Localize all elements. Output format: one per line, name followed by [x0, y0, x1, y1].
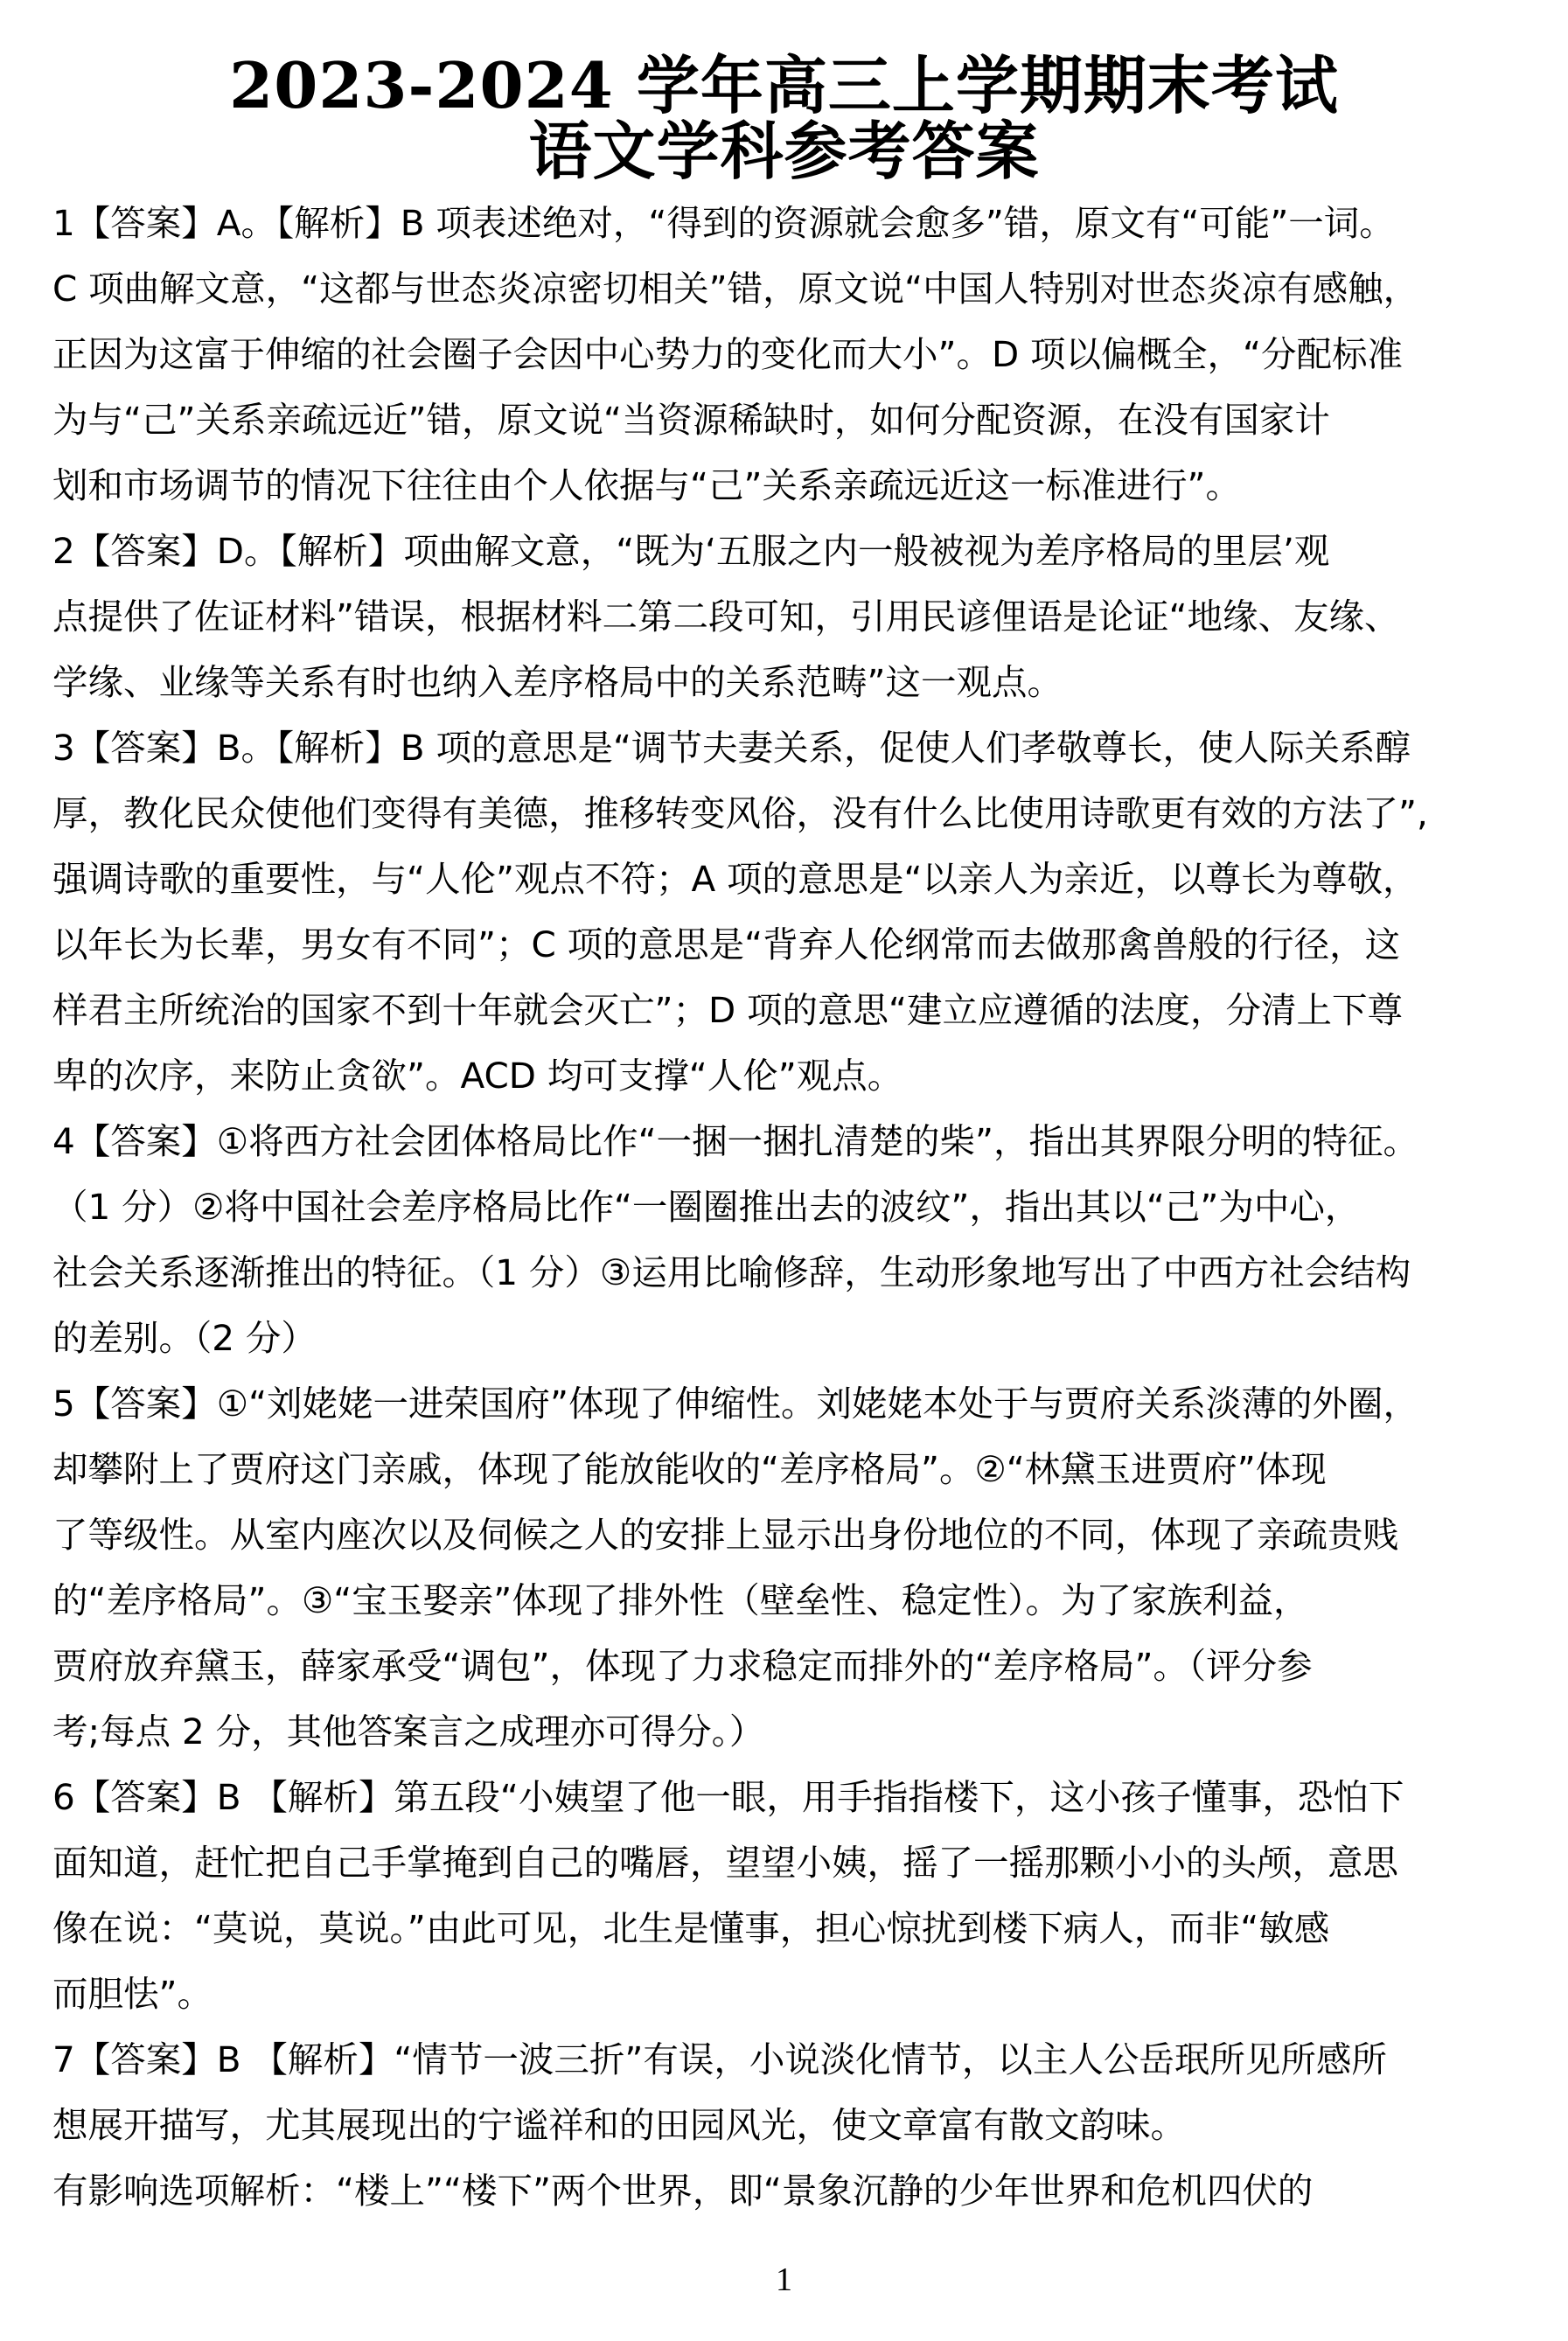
answer-item: [52, 1371, 1516, 1765]
answer-text-line: 面知道，赶忙把自己手掌掩到自己的嘴唇，望望小姨，摇了一摇那颗小小的头颅，意思: [52, 1842, 1398, 1884]
answer-text-line: 却攀附上了贾府这门亲戚，体现了能放能收的“差序格局”。②“林黛玉进贾府”体现: [52, 1448, 1327, 1490]
answer-item: [52, 1765, 1516, 2027]
answer-text-line: 6【答案】B 【解析】第五段“小姨望了他一眼，用手指指楼下，这小孩子懂事，恐怕下: [52, 1776, 1404, 1818]
answer-text-line: （1 分）②将中国社会差序格局比作“一圈圈推出去的波纹”，指出其以“己”为中心，: [52, 1186, 1361, 1228]
document-title-line-2: 语文学科参考答案: [528, 114, 1040, 188]
answer-text-line: 贾府放弃黛玉，薛家承受“调包”，体现了力求稳定而排外的“差序格局”。（评分参: [52, 1645, 1313, 1687]
answer-text-line: 划和市场调节的情况下往往由个人依据与“己”关系亲疏远近这一标准进行”。: [52, 464, 1241, 506]
answer-text-line: 1【答案】A。【解析】B 项表述绝对，“得到的资源就会愈多”错，原文有“可能”一词。: [52, 202, 1395, 244]
answer-text-line: 强调诗歌的重要性，与“人伦”观点不符；A 项的意思是“以亲人为亲近，以尊长为尊敬，: [52, 858, 1418, 900]
answer-item: [52, 191, 1516, 519]
answer-text-line: 了等级性。从室内座次以及伺候之人的安排上显示出身份地位的不同，体现了亲疏贵贱: [52, 1514, 1398, 1556]
answer-text-line: 为与“己”关系亲疏远近”错，原文说“当资源稀缺时，如何分配资源，在没有国家计: [52, 399, 1330, 441]
answer-text-line: 点提供了佐证材料”错误，根据材料二第二段可知，引用民谚俚语是论证“地缘、友缘、: [52, 596, 1400, 638]
answer-text-line: 2【答案】D。【解析】项曲解文意，“既为‘五服之内一般被视为差序格局的里层’观: [52, 530, 1330, 572]
answer-text-line: 样君主所统治的国家不到十年就会灭亡”；D 项的意思“建立应遵循的法度，分清上下尊: [52, 989, 1404, 1031]
answer-text-line: 卑的次序，来防止贪欲”。ACD 均可支撑“人伦”观点。: [52, 1055, 903, 1097]
answer-text-line: 的差别。（2 分）: [52, 1317, 317, 1359]
answer-list: [52, 191, 1516, 2224]
answer-item: [52, 519, 1516, 715]
answer-text-line: 厚，教化民众使他们变得有美德，推移转变风俗，没有什么比使用诗歌更有效的方法了”,: [52, 792, 1428, 834]
answer-text-line: 5【答案】①“刘姥姥一进荣国府”体现了伸缩性。刘姥姥本处于与贾府关系淡薄的外圈，: [52, 1383, 1419, 1425]
answer-text-line: 7【答案】B 【解析】“情节一波三折”有误，小说淡化情节，以主人公岳珉所见所感所: [52, 2038, 1387, 2080]
answer-text-line: 而胆怯”。: [52, 1973, 213, 2015]
answer-text-line: 考;每点 2 分，其他答案言之成理亦可得分。）: [52, 1710, 765, 1752]
page-number: 1: [776, 2261, 792, 2298]
answer-text-line: 正因为这富于伸缩的社会圈子会因中心势力的变化而大小”。D 项以偏概全，“分配标准: [52, 333, 1404, 375]
answer-text-line: 以年长为长辈，男女有不同”；C 项的意思是“背弃人伦纲常而去做那禽兽般的行径，这: [52, 923, 1401, 965]
answer-text-line: 的“差序格局”。③“宝玉娶亲”体现了排外性（壁垒性、稳定性）。为了家族利益，: [52, 1579, 1309, 1621]
answer-text-line: 像在说：“莫说，莫说。”由此可见，北生是懂事，担心惊扰到楼下病人，而非“敏感: [52, 1907, 1330, 1949]
answer-text-line: 学缘、业缘等关系有时也纳入差序格局中的关系范畴”这一观点。: [52, 661, 1063, 703]
answer-text-line: 社会关系逐渐推出的特征。（1 分）③运用比喻修辞，生动形象地写出了中西方社会结构: [52, 1251, 1411, 1293]
answer-item: [52, 1109, 1516, 1371]
answer-text-line: 想展开描写，尤其展现出的宁谧祥和的田园风光，使文章富有散文韵味。: [52, 2104, 1186, 2146]
answer-text-line: C 项曲解文意，“这都与世态炎凉密切相关”错，原文说“中国人特别对世态炎凉有感触，: [52, 268, 1419, 310]
answer-text-line: 3【答案】B。【解析】B 项的意思是“调节夫妻关系，促使人们孝敬尊长，使人际关系醇: [52, 727, 1411, 769]
document-title-line-1: 2023-2024 学年高三上学期期末考试: [229, 48, 1339, 122]
answer-text-line: 4【答案】①将西方社会团体格局比作“一捆一捆扎清楚的柴”，指出其界限分明的特征。: [52, 1120, 1419, 1162]
answer-item: [52, 2027, 1516, 2224]
answer-item: [52, 715, 1516, 1109]
answer-text-line: 有影响选项解析：“楼上”“楼下”两个世界，即“景象沉静的少年世界和危机四伏的: [52, 2170, 1314, 2212]
